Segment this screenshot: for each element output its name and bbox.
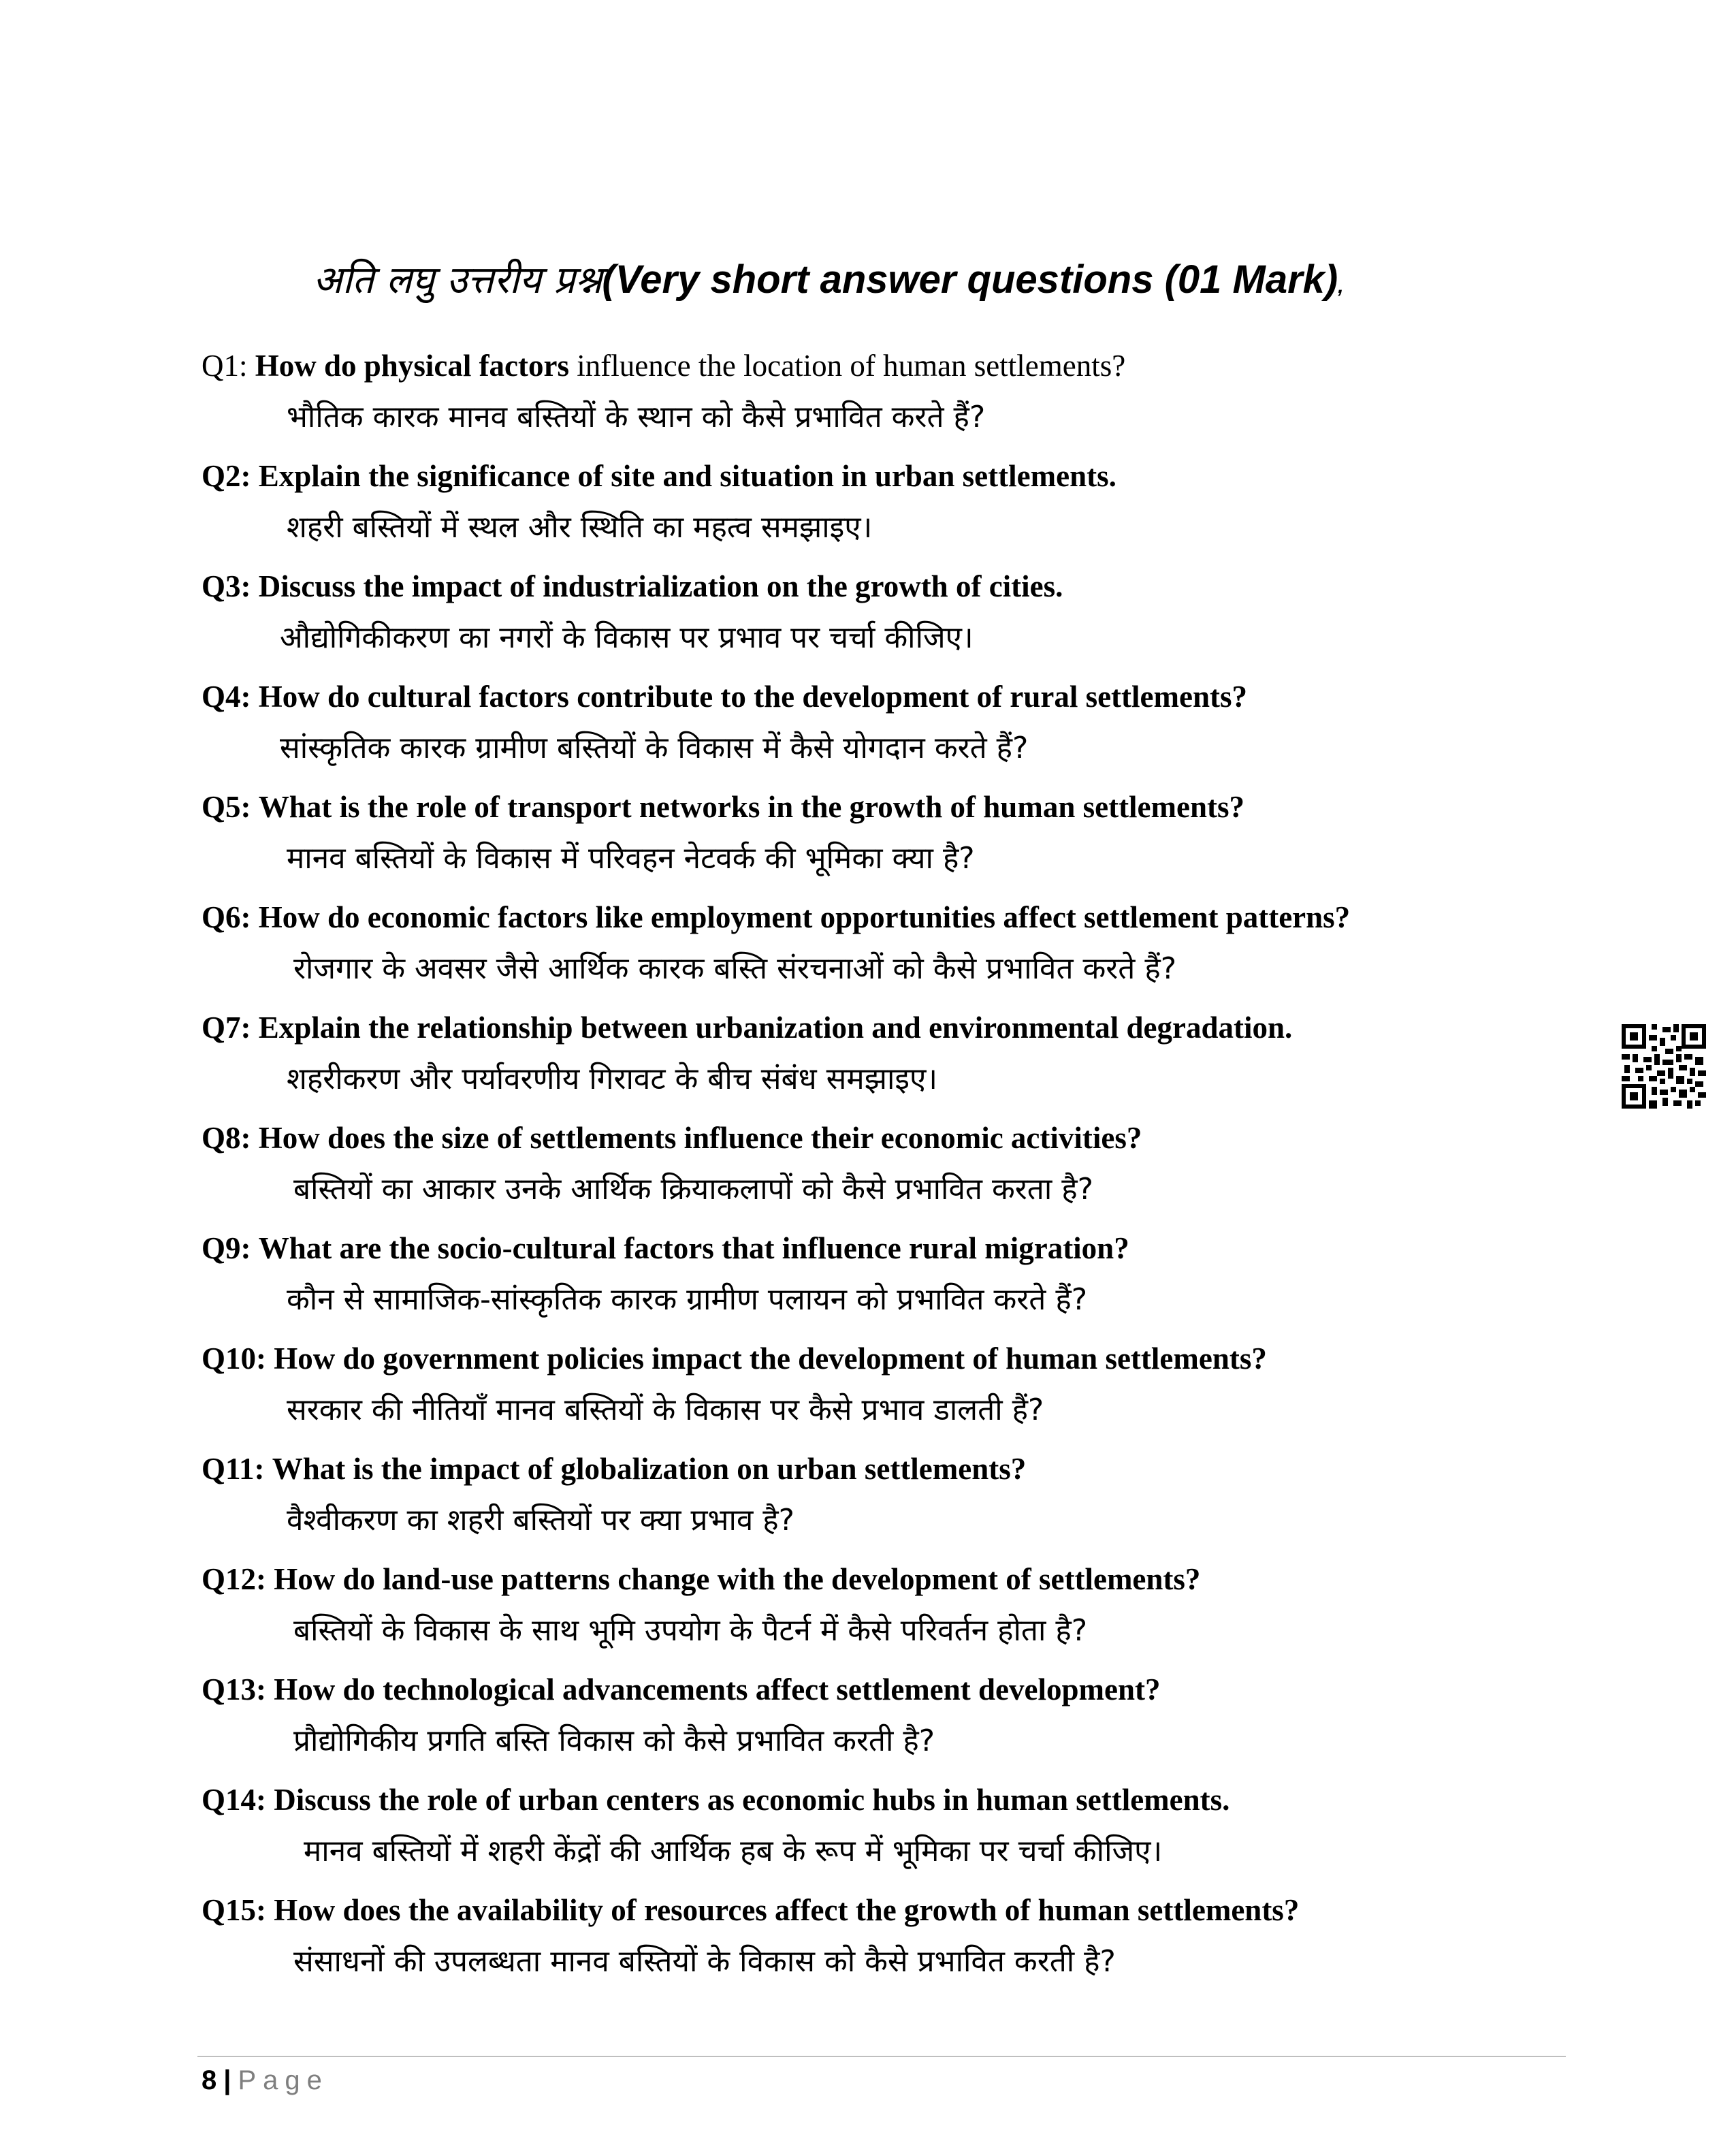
question-text-bold: What is the role of transport networks in the growth of human settlements? xyxy=(258,790,1245,824)
question-english xyxy=(202,1337,1267,1380)
question-hindi: संसाधनों की उपलब्धता मानव बस्तियों के विकास को कैसे प्रभावित करती है? xyxy=(293,1944,1116,1979)
question-english xyxy=(202,1557,1200,1601)
question-english xyxy=(202,1116,1142,1160)
question-english xyxy=(202,1226,1129,1270)
question-hindi: भौतिक कारक मानव बस्तियों के स्थान को कैसे प्रभावित करते हैं? xyxy=(287,400,986,434)
question-english xyxy=(202,1668,1161,1711)
question-text-bold: How do technological advancements affect settlement development? xyxy=(274,1672,1161,1706)
question-item xyxy=(202,565,1563,675)
question-hindi: शहरी बस्तियों में स्थल और स्थिति का महत्व समझाइए। xyxy=(287,510,873,545)
question-number: Q4: xyxy=(202,680,251,714)
page-footer xyxy=(202,2060,329,2101)
question-hindi: बस्तियों का आकार उनके आर्थिक क्रियाकलापों को कैसे प्रभावित करता है? xyxy=(293,1172,1093,1207)
question-text-bold: What are the socio-cultural factors that influence rural migration? xyxy=(258,1231,1129,1265)
question-item xyxy=(202,1888,1563,1999)
question-item xyxy=(202,1006,1563,1116)
section-heading-english: (Very short answer questions (01 Mark) xyxy=(602,257,1338,302)
question-text-bold: Discuss the role of urban centers as economic hubs in human settlements. xyxy=(274,1783,1230,1817)
question-hindi: सरकार की नीतियाँ मानव बस्तियों के विकास पर कैसे प्रभाव डालती हैं? xyxy=(287,1393,1044,1427)
question-number: Q1: xyxy=(202,349,248,383)
footer-separator: | xyxy=(223,2065,231,2095)
question-item xyxy=(202,1447,1563,1557)
question-item xyxy=(202,454,1563,565)
question-item xyxy=(202,344,1563,454)
question-english xyxy=(202,344,1125,387)
question-number: Q5: xyxy=(202,790,251,824)
question-item xyxy=(202,1557,1563,1668)
question-list xyxy=(202,344,1563,1999)
question-hindi: औद्योगिकीकरण का नगरों के विकास पर प्रभाव पर चर्चा कीजिए। xyxy=(280,620,974,655)
question-number: Q7: xyxy=(202,1011,251,1045)
footer-divider xyxy=(197,2056,1566,2057)
section-heading xyxy=(313,252,1344,314)
question-number: Q13: xyxy=(202,1672,266,1706)
question-text-regular: influence the location of human settlements? xyxy=(569,349,1126,383)
qr-code-icon xyxy=(1622,1024,1706,1109)
question-item xyxy=(202,1668,1563,1778)
question-item xyxy=(202,785,1563,895)
question-text-bold: How do cultural factors contribute to the development of rural settlements? xyxy=(258,680,1247,714)
page-number: 8 xyxy=(202,2065,217,2095)
question-english xyxy=(202,675,1247,718)
question-text-bold: Explain the relationship between urbanization and environmental degradation. xyxy=(258,1011,1293,1045)
question-english xyxy=(202,785,1244,829)
section-heading-hindi: अति लघु उत्तरीय प्रश्न xyxy=(313,258,602,302)
question-hindi: मानव बस्तियों के विकास में परिवहन नेटवर्क की भूमिका क्या है? xyxy=(287,841,975,876)
question-english xyxy=(202,1006,1292,1049)
question-number: Q12: xyxy=(202,1562,266,1596)
question-text-bold: Discuss the impact of industrialization on the growth of cities. xyxy=(258,569,1063,603)
question-hindi: रोजगार के अवसर जैसे आर्थिक कारक बस्ति संरचनाओं को कैसे प्रभावित करते हैं? xyxy=(293,951,1177,986)
question-hindi: मानव बस्तियों में शहरी केंद्रों की आर्थिक हब के रूप में भूमिका पर चर्चा कीजिए। xyxy=(304,1834,1163,1869)
question-hindi: कौन से सामाजिक-सांस्कृतिक कारक ग्रामीण पलायन को प्रभावित करते हैं? xyxy=(287,1282,1088,1317)
question-hindi: बस्तियों के विकास के साथ भूमि उपयोग के पैटर्न में कैसे परिवर्तन होता है? xyxy=(293,1613,1088,1648)
question-text-bold: How does the size of settlements influence their economic activities? xyxy=(258,1121,1142,1155)
question-text-bold: How do physical factors xyxy=(255,349,569,383)
question-item xyxy=(202,1778,1563,1888)
question-text-bold: How do land-use patterns change with the development of settlements? xyxy=(274,1562,1201,1596)
question-number: Q6: xyxy=(202,900,251,934)
question-item xyxy=(202,895,1563,1006)
question-number: Q3: xyxy=(202,569,251,603)
question-english xyxy=(202,1778,1229,1822)
page-label: Page xyxy=(238,2065,329,2095)
question-english xyxy=(202,895,1350,939)
question-number: Q15: xyxy=(202,1893,266,1927)
question-number: Q9: xyxy=(202,1231,251,1265)
question-number: Q14: xyxy=(202,1783,266,1817)
question-number: Q8: xyxy=(202,1121,251,1155)
question-hindi: प्रौद्योगिकीय प्रगति बस्ति विकास को कैसे प्रभावित करती है? xyxy=(293,1723,935,1758)
question-hindi: वैश्वीकरण का शहरी बस्तियों पर क्या प्रभाव है? xyxy=(287,1503,795,1538)
question-english xyxy=(202,454,1116,498)
question-number: Q10: xyxy=(202,1341,266,1376)
section-heading-trail: , xyxy=(1338,275,1344,298)
question-hindi: सांस्कृतिक कारक ग्रामीण बस्तियों के विकास में कैसे योगदान करते हैं? xyxy=(280,731,1029,765)
question-item xyxy=(202,1116,1563,1226)
question-text-bold: What is the impact of globalization on urban settlements? xyxy=(272,1452,1027,1486)
question-item xyxy=(202,1226,1563,1337)
question-text-bold: Explain the significance of site and situation in urban settlements. xyxy=(258,459,1116,493)
question-english xyxy=(202,565,1063,608)
question-number: Q11: xyxy=(202,1452,265,1486)
question-number: Q2: xyxy=(202,459,251,493)
question-item xyxy=(202,675,1563,785)
question-english xyxy=(202,1888,1299,1932)
question-item xyxy=(202,1337,1563,1447)
question-text-bold: How do economic factors like employment opportunities affect settlement patterns? xyxy=(258,900,1351,934)
question-hindi: शहरीकरण और पर्यावरणीय गिरावट के बीच संबंध समझाइए। xyxy=(287,1062,937,1096)
question-english xyxy=(202,1447,1026,1491)
question-text-bold: How do government policies impact the development of human settlements? xyxy=(274,1341,1267,1376)
question-text-bold: How does the availability of resources affect the growth of human settlements? xyxy=(274,1893,1300,1927)
